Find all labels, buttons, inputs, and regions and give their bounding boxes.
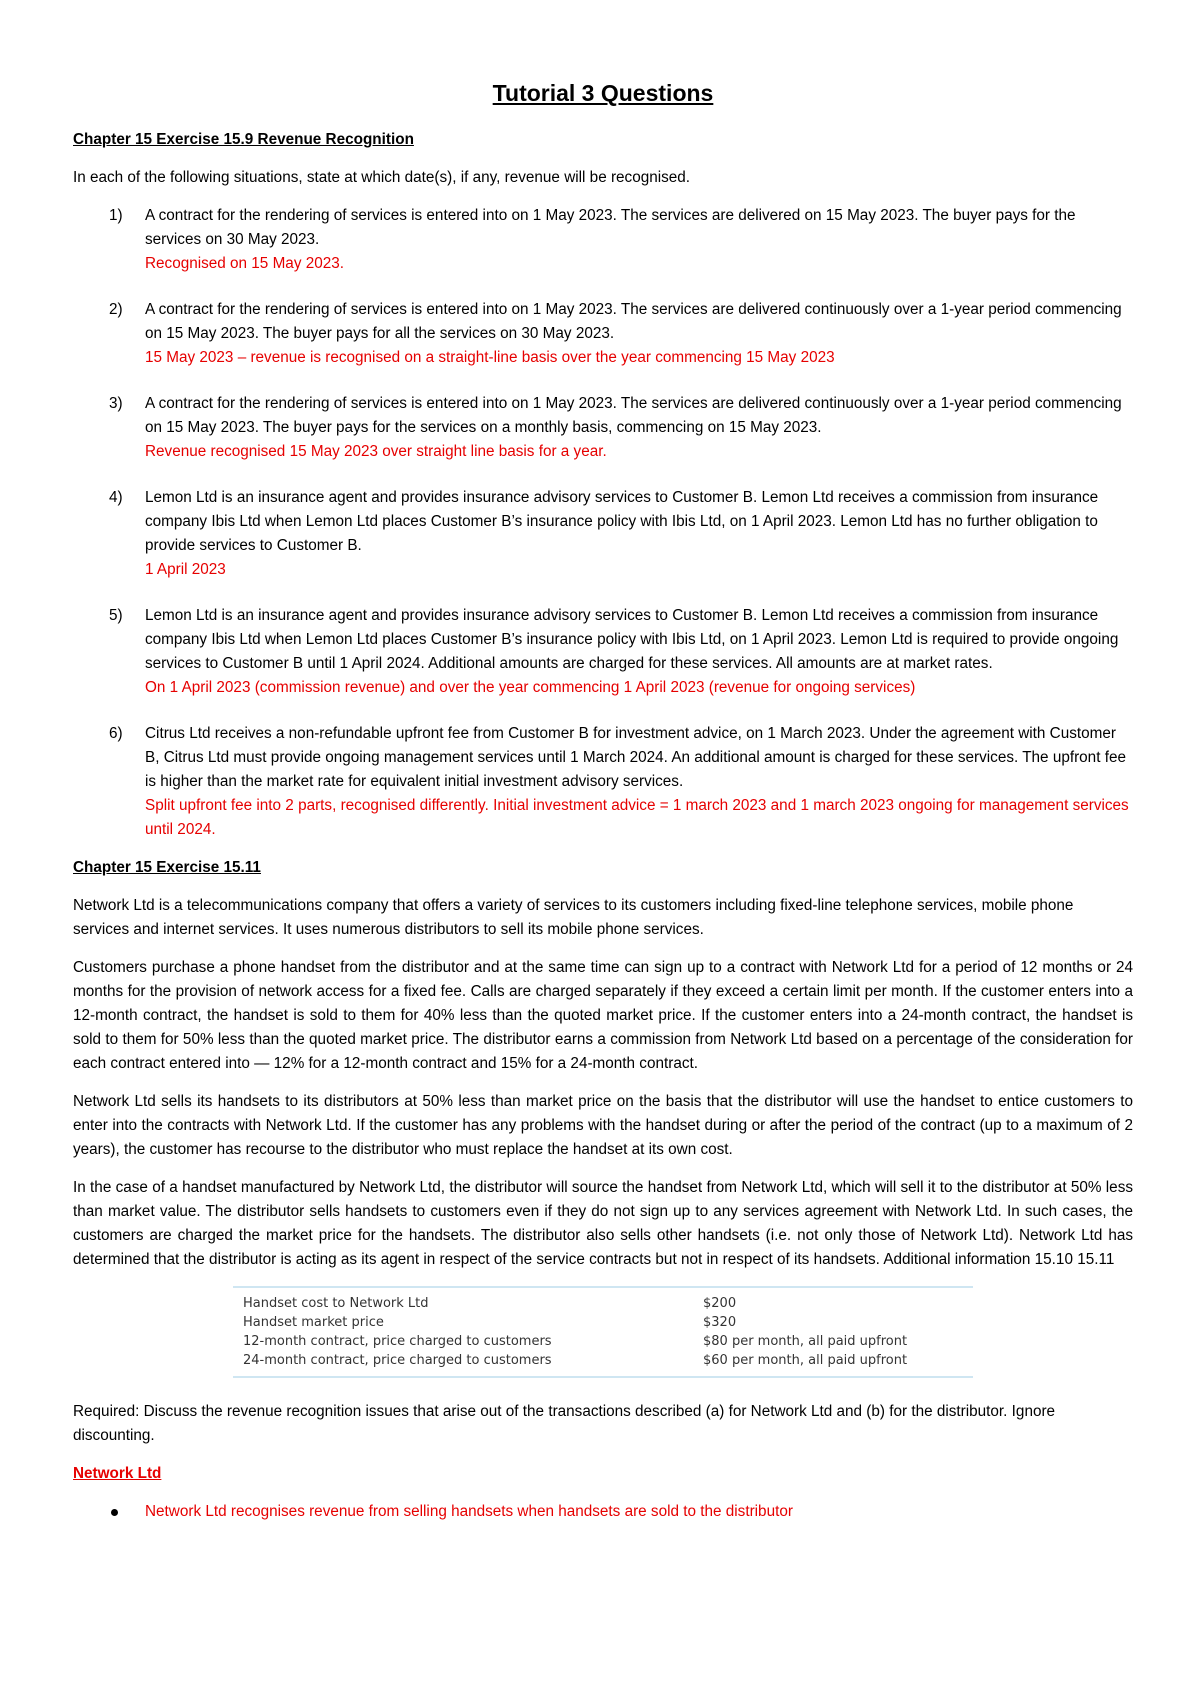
- table-cell-value: $80 per month, all paid upfront: [703, 1334, 908, 1349]
- question-number: 4): [109, 489, 123, 506]
- question-number: 6): [109, 725, 123, 742]
- question-item: [73, 298, 1133, 370]
- answer-bullet-list: [73, 1500, 1133, 1524]
- section-intro: In each of the following situations, state at which date(s), if any, revenue will be recognised.: [73, 169, 691, 186]
- question-answer: Recognised on 15 May 2023.: [145, 255, 344, 272]
- bullet-text: Network Ltd recognises revenue from selling handsets when handsets are sold to the distributor: [145, 1503, 793, 1520]
- table-row: [233, 1332, 973, 1351]
- question-number: 5): [109, 607, 123, 624]
- question-text: A contract for the rendering of services is entered into on 1 May 2023. The services are delivered continuously over a 1-year period commencing on 15 May 2023. The buyer pays for the services on a monthly basis, commencing on 15 May 2023.: [145, 395, 1122, 436]
- question-answer: Revenue recognised 15 May 2023 over straight line basis for a year.: [145, 443, 607, 460]
- table-row: [233, 1313, 973, 1332]
- network-ltd-heading: Network Ltd: [73, 1465, 162, 1482]
- question-number: 2): [109, 301, 123, 318]
- question-text: A contract for the rendering of services is entered into on 1 May 2023. The services are delivered on 15 May 2023. The buyer pays for the services on 30 May 2023.: [145, 207, 1076, 248]
- question-item: [73, 722, 1133, 842]
- question-item: [73, 604, 1133, 700]
- table-cell-value: $200: [703, 1296, 737, 1311]
- exercise-paragraph: Customers purchase a phone handset from the distributor and at the same time can sign up to a contract with Network Ltd for a period of 12 months or 24 months for the provision of network access for a fixed fee. Calls are charged separately if they exceed a certain limit per month. If the customer enters into a 12-month contract, the handset is sold to them for 40% less than the quoted market price. If the customer enters into a 24-month contract, the handset is sold to them for 50% less than the quoted market price. The distributor earns a commission from Network Ltd based on a percentage of the consideration for each contract entered into — 12% for a 12-month contract and 15% for a 24-month contract.: [73, 959, 1133, 1072]
- list-item: [73, 1500, 1133, 1524]
- exercise-paragraph: Network Ltd is a telecommunications company that offers a variety of services to its customers including fixed-line telephone services, mobile phone services and internet services. It uses numerous distributors to sell its mobile phone services.: [73, 897, 1074, 938]
- required-text: Required: Discuss the revenue recognition issues that arise out of the transactions described (a) for Network Ltd and (b) for the distributor. Ignore discounting.: [73, 1403, 1056, 1444]
- question-item: [73, 486, 1133, 582]
- question-answer: 1 April 2023: [145, 561, 226, 578]
- question-number: 3): [109, 395, 123, 412]
- question-answer: On 1 April 2023 (commission revenue) and over the year commencing 1 April 2023 (revenue for ongoing services): [145, 679, 916, 696]
- exercise-paragraph: Network Ltd sells its handsets to its distributors at 50% less than market price on the basis that the distributor will use the handset to entice customers to enter into the contracts with Network Ltd. If the customer has any problems with the handset during or after the period of the contract (up to a maximum of 2 years), the customer has recourse to the distributor who must replace the handset at its own cost.: [73, 1093, 1133, 1158]
- question-text: A contract for the rendering of services is entered into on 1 May 2023. The services are delivered continuously over a 1-year period commencing on 15 May 2023. The buyer pays for all the services on 30 May 2023.: [145, 301, 1122, 342]
- table-cell-label: 12-month contract, price charged to customers: [243, 1334, 552, 1349]
- table-cell-value: $60 per month, all paid upfront: [703, 1353, 908, 1368]
- question-number: 1): [109, 207, 123, 224]
- table-cell-value: $320: [703, 1315, 737, 1330]
- question-text: Lemon Ltd is an insurance agent and provides insurance advisory services to Customer B. Lemon Ltd receives a commission from insurance company Ibis Ltd when Lemon Ltd places Customer B’s insurance policy with Ibis Ltd, on 1 April 2023. Lemon Ltd is required to provide ongoing services to Customer B until 1 April 2024. Additional amounts are charged for these services. All amounts are at market rates.: [145, 607, 1119, 672]
- table-row: [233, 1294, 973, 1313]
- question-answer: Split upfront fee into 2 parts, recognised differently. Initial investment advice = 1 march 2023 and 1 march 2023 ongoing for management services until 2024.: [145, 797, 1129, 838]
- question-text: Citrus Ltd receives a non-refundable upfront fee from Customer B for investment advice, on 1 March 2023. Under the agreement with Customer B, Citrus Ltd must provide ongoing management services until 1 March 2024. An additional amount is charged for these services. The upfront fee is higher than the market rate for equivalent initial investment advisory services.: [145, 725, 1126, 790]
- table-cell-label: 24-month contract, price charged to customers: [243, 1353, 552, 1368]
- page-title: Tutorial 3 Questions: [492, 80, 714, 106]
- question-text: Lemon Ltd is an insurance agent and provides insurance advisory services to Customer B. Lemon Ltd receives a commission from insurance company Ibis Ltd when Lemon Ltd places Customer B’s insurance policy with Ibis Ltd, on 1 April 2023. Lemon Ltd has no further obligation to provide services to Customer B.: [145, 489, 1099, 554]
- question-list: [73, 204, 1133, 842]
- table-row: [233, 1351, 973, 1370]
- bullet-icon: [111, 1509, 118, 1516]
- document-page: [73, 70, 1133, 1524]
- section-heading-15-9: Chapter 15 Exercise 15.9 Revenue Recognition: [73, 131, 414, 148]
- additional-info-table: [233, 1286, 973, 1378]
- question-answer: 15 May 2023 – revenue is recognised on a straight-line basis over the year commencing 15 May 2023: [145, 349, 835, 366]
- question-item: [73, 204, 1133, 276]
- table-cell-label: Handset cost to Network Ltd: [243, 1296, 429, 1311]
- question-item: [73, 392, 1133, 464]
- table-cell-label: Handset market price: [243, 1315, 384, 1330]
- exercise-paragraph: In the case of a handset manufactured by Network Ltd, the distributor will source the handset from Network Ltd, which will sell it to the distributor at 50% less than market value. The distributor sells handsets to customers even if they do not sign up to any services agreement with Network Ltd. In such cases, the customers are charged the market price for the handsets. The distributor also sells other handsets (i.e. not only those of Network Ltd). Network Ltd has determined that the distributor is acting as its agent in respect of the service contracts but not in respect of its handsets. Additional information 15.10 15.11: [73, 1179, 1133, 1268]
- section-heading-15-11: Chapter 15 Exercise 15.11: [73, 859, 261, 876]
